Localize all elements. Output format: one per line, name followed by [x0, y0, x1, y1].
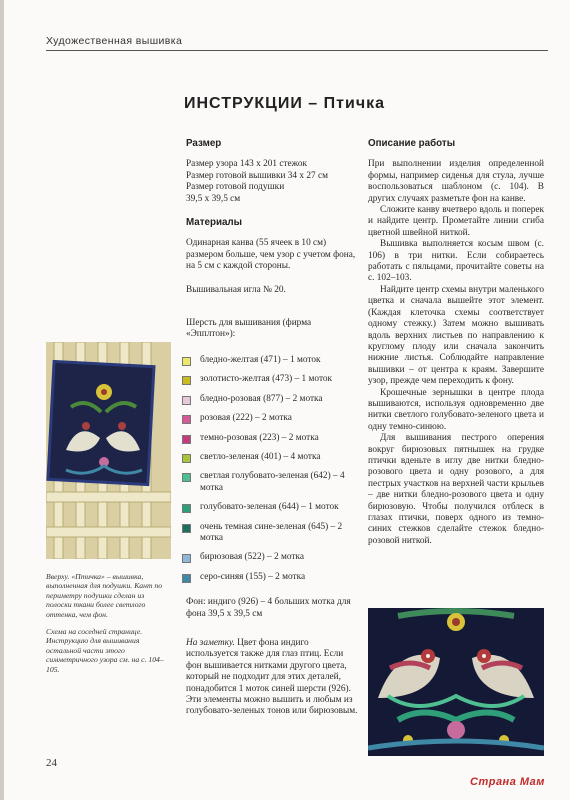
running-header: Художественная вышивка — [46, 35, 183, 47]
thread-item — [186, 374, 358, 385]
caption-top: Вверху. «Птичка» – вышивка, выполненная для подушки. Кант по периметру подушки сделан из полоски ткани более светлого оттенка, чем фон. — [46, 572, 163, 619]
thread-item — [186, 522, 358, 545]
wool-intro: Шерсть для вышивания (фирма «Эпплтон»): — [186, 318, 312, 340]
embroidery-detail-photo — [368, 608, 544, 756]
thread-label: бирюзовая (522) – 2 мотка — [200, 552, 304, 563]
thread-item — [186, 502, 358, 513]
thread-label: светло-зеленая (401) – 4 мотка — [200, 451, 321, 462]
color-swatch — [182, 524, 191, 533]
thread-label: голубовато-зеленая (644) – 1 моток — [200, 502, 339, 513]
materials-column — [186, 138, 358, 718]
color-swatch — [182, 396, 191, 405]
color-swatch — [182, 554, 191, 563]
thread-label: темно-розовая (223) – 2 мотка — [200, 432, 319, 443]
thread-item — [186, 552, 358, 563]
thread-label: очень темная сине-зеленая (645) – 2 мотка — [200, 521, 343, 543]
canvas-text: Одинарная канва (55 ячеек в 10 см) размером больше, чем узор с учетом фона, на 5 см с каждой стороны. — [186, 238, 356, 272]
needle-text: Вышивальная игла № 20. — [186, 284, 286, 295]
thread-item — [186, 394, 358, 405]
note-text — [186, 638, 358, 718]
size-block — [186, 159, 358, 205]
materials-heading: Материалы — [186, 217, 243, 229]
thread-item — [186, 413, 358, 424]
size-heading: Размер — [186, 138, 222, 149]
work-paragraph: При выполнении изделия определенной формы, например сиденья для стула, лучше воспользоваться шаблоном (с. 104). В других случаях разметьте фон на канве. — [368, 159, 544, 204]
cushion-photo — [46, 342, 171, 559]
color-swatch — [182, 454, 191, 463]
thread-label: бледно-желтая (471) – 1 моток — [200, 354, 321, 365]
color-swatch — [182, 435, 191, 444]
thread-item — [186, 471, 358, 494]
work-paragraph: Найдите центр схемы внутри маленького цветка и сначала вышейте этот элемент. (Каждая клеточка схемы соответствует одному стежку.) Затем можно вышивать вдоль верхних листьев по направлению к круглому плоду или сначала закончить нижние листья. Соблюдайте направление вышивки – от центра к краям. Завершите узор, прежде чем переходить к фону. — [368, 284, 544, 387]
note-label: На заметку. — [186, 637, 235, 648]
watermark: Страна Мам — [470, 776, 545, 788]
size-line: Размер готовой подушки — [186, 182, 285, 193]
color-swatch — [182, 415, 191, 424]
thread-item — [186, 452, 358, 463]
page-title: ИНСТРУКЦИИ – Птичка — [184, 95, 386, 112]
color-swatch — [182, 376, 191, 385]
size-line: 39,5 х 39,5 см — [186, 193, 241, 204]
thread-label: розовая (222) – 2 мотка — [200, 413, 292, 424]
thread-label: светлая голубовато-зеленая (642) – 4 мотка — [200, 471, 345, 493]
page-edge — [0, 0, 4, 800]
work-heading: Описание работы — [368, 138, 456, 149]
work-paragraph: Крошечные зернышки в центре плода вышиваются, используя одновременно две нитки светлого голубовато-зеленого цвета и одну темно-синюю. — [368, 387, 544, 432]
work-paragraph: Сложите канву вчетверо вдоль и поперек и найдите центр. Прометайте линии сгиба цветной швейной ниткой. — [368, 205, 544, 238]
color-swatch — [182, 504, 191, 513]
photo-caption — [46, 572, 170, 682]
work-paragraph: Вышивка выполняется косым швом (с. 106) в три нитки. Если собираетесь работать с пяльцами, прочитайте советы на с. 102–103. — [368, 239, 544, 284]
thread-label: золотисто-желтая (473) – 1 моток — [200, 374, 333, 385]
background-text: Фон: индиго (926) – 4 больших мотка для фона 39,5 х 39,5 см — [186, 597, 351, 619]
size-line: Размер готовой вышивки 34 х 27 см — [186, 170, 328, 181]
thread-item — [186, 355, 358, 366]
color-swatch — [182, 473, 191, 482]
note-body: Цвет фона индиго используется также для глаз птиц. Если фон вышивается нитками другого цвета, который не подходит для этих деталей, понадобится 1 моток синей шерсти (926). Эти элементы можно вышить и любым из голубовато-зеленых тонов или бирюзовым. — [186, 637, 358, 717]
thread-label: бледно-розовая (877) – 2 мотка — [200, 393, 323, 404]
caption-scheme: Схема на соседней странице. Инструкцию для вышивания остальной части этого симметричного узора см. на с. 104–105. — [46, 627, 164, 674]
header-rule — [46, 50, 548, 51]
thread-item — [186, 433, 358, 444]
thread-list — [186, 355, 358, 583]
work-paragraph: Для вышивания пестрого оперения вокруг бирюзовых пятнышек на грудке птички вденьте в иглу две нитки бледно-розового цвета и одну розового, а для пестрых участков на верхней части крыльев – две нитки бледно-розового цвета и одну бирюзовую. Чтобы получился отблеск в глазах птички, поверх одного из темно-синих стежков сделайте стежок бледно-розовой ниткой. — [368, 433, 544, 546]
thread-item — [186, 572, 358, 583]
thread-label: серо-синяя (155) – 2 мотка — [200, 571, 306, 582]
work-column — [368, 138, 544, 547]
size-line: Размер узора 143 х 201 стежок — [186, 159, 308, 170]
color-swatch — [182, 574, 191, 583]
page-number: 24 — [46, 757, 57, 769]
color-swatch — [182, 357, 191, 366]
